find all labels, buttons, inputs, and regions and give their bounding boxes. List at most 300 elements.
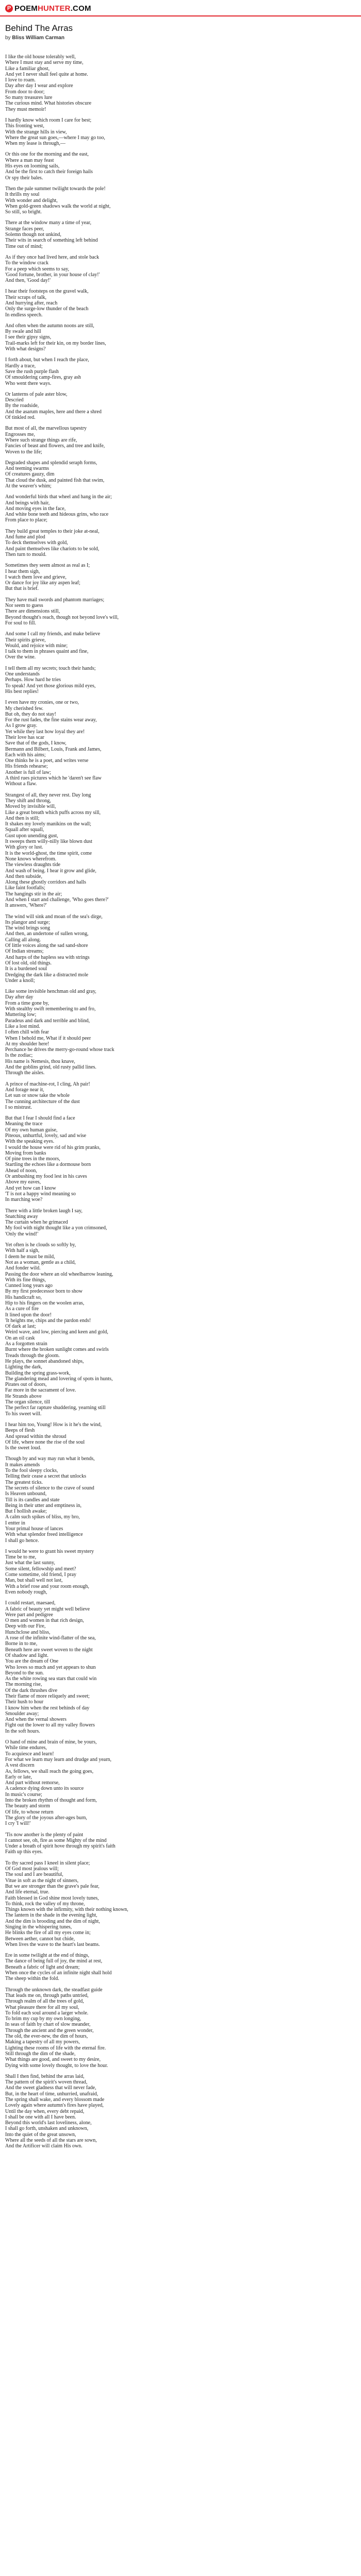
poem-stanza [5, 1600, 356, 1734]
poem-line: Shall I then find, behind the arras laid, [5, 2073, 85, 2079]
poem-line: The cunning architecture of the dust [5, 1098, 80, 1105]
poem-line: What pleasure there for all my soul, [5, 2004, 79, 2010]
poem-line: And fume and plod [5, 534, 45, 540]
poem-line: While time endures, [5, 1745, 47, 1751]
poem-line: This fronting west, [5, 123, 44, 129]
poem-line: In the soft hours. [5, 1728, 40, 1734]
poem-line: To brim my cup by my own longing, [5, 2016, 81, 2022]
poem-line: But I hollish awake; [5, 1509, 47, 1515]
poem-line: Of lost old, old things. [5, 960, 52, 966]
poem-line: In endless speech. [5, 312, 43, 318]
poem-line: Being in their utter and emptiness in, [5, 1502, 82, 1509]
poem-line: As if they once had lived here, and stole back [5, 254, 100, 260]
poem-line: Like faint footfalls; [5, 885, 45, 891]
poem-line: The glandering mead and lovering of spots in hunts, [5, 1376, 113, 1382]
poem-line: The pattern of the spirit's woven thread, [5, 2079, 88, 2086]
poem-line: Under a breath of spirit hove through my spirit's faith [5, 1843, 116, 1850]
poem-line: There are dimensions still, [5, 608, 60, 615]
poem-line: And life eternal, true. [5, 1889, 50, 1895]
poem-line: To think, rock the valley of my throne, [5, 1901, 85, 1907]
poem-line: Paradeus and dark and terrible and blind, [5, 1018, 90, 1024]
poem-line: Of smouldering camp-fires, gray ash [5, 375, 81, 381]
poem-line: And often when the autumn noons are still, [5, 323, 94, 329]
poem-body [5, 54, 356, 2155]
poem-line: When once the cycles of an infinite night shall hold [5, 1970, 112, 1976]
poem-line: Only the surge-low thunder of the beach [5, 306, 89, 312]
poem-line: And then is still; [5, 815, 40, 821]
poem-line: And moving eyes in the face, [5, 505, 66, 512]
poem-line: I like the old house tolerably well, [5, 54, 76, 60]
poem-line: The dance of being full of joy, the mind at rest, [5, 1958, 103, 1964]
logo-accent: HUNTER [37, 4, 71, 13]
poem-stanza [5, 1953, 356, 1981]
poem-line: The wind will sink and moan of the sea's dirge, [5, 913, 103, 920]
poem-line: The glory of the joyous after-ages burn, [5, 1815, 87, 1821]
poem-line: Strange faces peer, [5, 226, 44, 232]
poem-line: Above my eaves, [5, 1179, 41, 1185]
poem-line: For what we learn may learn and drudge and yearn, [5, 1756, 112, 1762]
poem-line: Until the day when, every debt repaid, [5, 2108, 85, 2114]
poem-line: Early or late, [5, 1774, 32, 1780]
poem-line: My fool with night thought like a yon crimsoned, [5, 1225, 107, 1231]
poem-line: Cunned long years ago [5, 1283, 53, 1289]
poem-line: Till is its candles and state [5, 1497, 60, 1503]
logo-main: POEM [14, 4, 38, 13]
poem-line: Weird wave, and low, piercing and keen and gold, [5, 1329, 108, 1335]
poem-line: From door to door; [5, 89, 45, 95]
poem-line: I entter in [5, 1520, 25, 1526]
poem-line: Fight out the lower to all my valley flowers [5, 1722, 95, 1728]
poem-line: Piteous, unhurtful, lovely, sad and wise [5, 1132, 87, 1139]
poem-stanza [5, 529, 356, 557]
poem-line: Perchance he drives the merry-go-round whose track [5, 1047, 114, 1053]
poem-line: Things known with the infirmity, with their nothing known, [5, 1907, 128, 1913]
poem-line: 'T is not a happy wind meaning so [5, 1191, 76, 1197]
poem-line: Yet while they last how loyal they are! [5, 728, 85, 735]
poem-line: I hear him too, Young! How is it he's the wind, [5, 1421, 102, 1428]
poem-stanza [5, 255, 356, 283]
poem-line: Each with his aims; [5, 752, 46, 758]
poem-line: His best replies! [5, 688, 39, 694]
poem-line: Time be to me, [5, 1554, 37, 1561]
header-divider [0, 15, 361, 16]
poem-line: 'Good fortune, brother, in your house of clay!' [5, 272, 100, 278]
poem-line: Of little voices along the sad sand-shore [5, 943, 88, 949]
poem-line: Where all the seeds of all the stars are sown, [5, 2138, 97, 2144]
poem-line: Muttering low; [5, 1012, 37, 1018]
poem-line: They have mail swords and phantom marriages; [5, 597, 105, 603]
poem-line: Along these ghostly corridors and halls [5, 879, 86, 886]
poem-line: Of Indian streams; [5, 948, 44, 955]
site-header [0, 0, 361, 15]
poem-line: Of shadow and light. [5, 1652, 48, 1658]
poem-line: A fabric of beauty yet might well believe [5, 1606, 90, 1612]
poem-line: Like a great breath which puffs across my sill, [5, 809, 101, 816]
poem-line: And fonder wild. [5, 1265, 41, 1272]
poem-line: The viewless draughts tide [5, 862, 60, 868]
byline-prefix: by [5, 35, 11, 41]
poem-line: I hardly know which room I care for best; [5, 117, 92, 123]
poem-line: I could restart, maesaed, [5, 1600, 56, 1606]
poem-line: But oh, they do not stay! [5, 711, 56, 717]
poem-line: To deck themselves with gold, [5, 540, 68, 546]
poem-line: Degraded shapes and splendid seraph forms, [5, 460, 97, 466]
poem-line: Time out of mind; [5, 243, 43, 249]
poem-line: Beyond thought's reach, though not beyond love's will, [5, 614, 119, 620]
poem-line: Like some invisible henchman old and gray, [5, 989, 96, 995]
poem-line: Of pine trees in the moors, [5, 1156, 60, 1162]
poem-line: Is the zodiac; [5, 1053, 33, 1059]
poem-line: The morning rise, [5, 1682, 42, 1688]
poem-line: In music's course; [5, 1791, 42, 1798]
poem-stanza [5, 2074, 356, 2149]
poem-line: And beings with hair, [5, 500, 50, 506]
poem-line: To his sweet will. [5, 1411, 42, 1417]
poem-line: When I behold me, What if it should peer [5, 1035, 91, 1041]
poem-stanza [5, 186, 356, 215]
poem-line: With its fine things, [5, 1277, 46, 1283]
poem-line: Without a flaw. [5, 781, 37, 787]
poem-line: At my shoulder here! [5, 1041, 50, 1047]
poem-stanza [5, 323, 356, 352]
poem-line: Is the sweet loud. [5, 1445, 41, 1451]
poem-line: With what designs? [5, 346, 46, 352]
poem-stanza [5, 563, 356, 591]
poem-line: Then turn to mould. [5, 551, 46, 557]
poem-line: Passing the door where an old wheelbarrow leaning, [5, 1271, 113, 1277]
poem-line: With a brief rose and your room enough, [5, 1583, 89, 1589]
poem-line: Or ambushing my food lest in his caves [5, 1174, 87, 1180]
poem-line: And teeming swarms [5, 466, 49, 472]
poem-line: The wind brings song [5, 925, 50, 931]
poem-line: When my lease is through,— [5, 141, 65, 147]
poem-line: Trail-marks left for their kin, on my border lines, [5, 340, 106, 346]
poem-line: So still, so bright. [5, 209, 42, 215]
poem-line: Meaning the trace [5, 1121, 43, 1127]
poem-line: With half a sigh, [5, 1248, 40, 1254]
poem-line: There with a little broken laugh I say, [5, 1208, 83, 1214]
poem-line: Or spy their bales. [5, 175, 43, 181]
poem-stanza [5, 151, 356, 180]
poem-line: Their love has scar [5, 734, 44, 740]
poem-line: Perhaps. How hard he tries [5, 677, 61, 683]
poem-line: It shakes my lovely manikins on the wall; [5, 821, 91, 827]
poem-line: Nor seem to guess [5, 603, 43, 609]
logo-mark-icon: P [5, 5, 13, 12]
poem-line: And hurrying after, reach [5, 300, 58, 306]
poem-line: Their spirits grieve, [5, 637, 46, 643]
poem-line: Its plangor and surge; [5, 919, 50, 925]
poem-line: I talk to them in phrases quaint and fine, [5, 649, 89, 655]
poem-line: Where a man may feast [5, 157, 54, 163]
poem-stanza [5, 1832, 356, 1855]
poem-line: From a time gone by, [5, 1000, 50, 1006]
poem-line: He blinks the fire of all my eyes come in; [5, 1930, 91, 1936]
poem-line: And paint themselves like chariots to be sold, [5, 546, 100, 552]
poem-line: Like a familiar ghost, [5, 65, 50, 72]
poem-line: Making a tapestry of all my powers, [5, 2039, 80, 2045]
poem-line: Under a knoll; [5, 977, 35, 984]
poem-line: What things are good, and sweet to my desire, [5, 2057, 101, 2063]
poem-line: But most of all, the marvellous tapestry [5, 426, 87, 432]
poem-line: And then subside, [5, 873, 42, 879]
poem-line: Of life, to whose return [5, 1809, 54, 1815]
poem-line: Borne in to me, [5, 1641, 38, 1647]
poem-line: I see their gipsy signs, [5, 334, 52, 341]
poem-stanza [5, 357, 356, 386]
poem-line: Snatching away [5, 1213, 38, 1219]
poem-line: I shall be one with all I have been. [5, 2114, 76, 2120]
poem-line: Of my own human guise, [5, 1127, 58, 1133]
site-logo[interactable] [5, 4, 91, 13]
poem-line: A prince of machine-rot, I cling, Ah pair! [5, 1081, 90, 1087]
poem-line: Squall after squall, [5, 827, 44, 833]
poem-line: The lantern in the shade in the evening light, [5, 1912, 97, 1919]
poem-line: Save that of the gods, I know, [5, 740, 67, 747]
poem-line: But we are stronger than the grave's pale fear, [5, 1883, 100, 1889]
poem-line: Their scraps of talk, [5, 294, 46, 300]
poem-line: For soul to fill. [5, 620, 37, 626]
poem-line: Then the pale summer twilight towards the pole! [5, 185, 106, 192]
poem-line: Burnt where the broken sunlight comes and swirls [5, 1347, 109, 1353]
poem-line: As the white rowing sea stars that could win [5, 1676, 97, 1682]
poem-line: And the dim is brooding and the dim of night, [5, 1918, 100, 1924]
poem-line: And when I start and challenge, 'Who goes there?' [5, 897, 109, 903]
poem-line: Hunchclose and bliss, [5, 1629, 51, 1635]
poem-line: Descried [5, 397, 24, 403]
poem-line: I cry 'I will!' [5, 1821, 31, 1827]
poem-line: Through the unknown dark, the steadfast guide [5, 1987, 103, 1993]
poem-line: The curtain when he grimaced [5, 1219, 68, 1226]
poem-line: He Strands above [5, 1393, 42, 1399]
poem-line: And then, 'Good day!' [5, 278, 51, 284]
poem-line: With the speaking eyes. [5, 1139, 55, 1145]
poem-line: Treads through the gloom. [5, 1352, 60, 1359]
poem-line: Of dark at last; [5, 1324, 36, 1330]
poem-line: For the rust fades, the fine stains wear away, [5, 717, 97, 723]
poem-line: None knows wherefrom. [5, 856, 57, 862]
poem-line: Ere in some twilight at the end of things, [5, 1953, 90, 1959]
poem-line: A calm such spikes of bliss, my bro, [5, 1514, 80, 1520]
poem-line: For a peep which seems to say, [5, 266, 70, 272]
poem-line: But that is brief. [5, 586, 39, 592]
poem-line: Singing in the whispering tunes, [5, 1924, 72, 1930]
poem-line: As a cure of fire [5, 1306, 39, 1312]
poem-stanza [5, 1422, 356, 1451]
poem-line: To acquiesce and learn! [5, 1751, 54, 1757]
poem-byline [5, 35, 356, 42]
poem-line: Moving from banks [5, 1150, 46, 1156]
logo-suffix: .COM [70, 4, 91, 13]
poem-stanza [5, 54, 356, 112]
poem-line: Beneath here are sweet woven to the night [5, 1647, 93, 1653]
poem-line: I hear them sigh, [5, 568, 40, 574]
poem-line: Faith blessed in God shine most lovely tunes, [5, 1895, 99, 1901]
poem-stanza [5, 1739, 356, 1826]
poem-line: As, fellows, we shall reach the going goes, [5, 1768, 94, 1774]
poem-line: Of life, where none the rise of the soul [5, 1439, 85, 1445]
poem-line: Building the spring grass-work, [5, 1370, 71, 1376]
poem-line: And when the vernal showers [5, 1717, 67, 1723]
poem-line: And yet I never shall feel quite at home. [5, 71, 88, 77]
poem-line: Through realm of all the trees of gold, [5, 1998, 84, 2005]
poem-line: Who went there ways. [5, 380, 52, 386]
poem-line: Their flame of more reliquely and sweet; [5, 1693, 90, 1699]
poem-line: And then, an undertone of sullen wrong, [5, 931, 89, 937]
poem-line: Of God most jealous will; [5, 1866, 59, 1872]
poem-line: O men and women in that rich design, [5, 1618, 84, 1624]
poem-line: At the weaver's whim; [5, 483, 52, 489]
poem-line: Sometimes they seem almost as real as I; [5, 563, 90, 569]
poem-line: I would he were to grant his sweet mystery [5, 1548, 94, 1554]
poem-stanza [5, 1456, 356, 1543]
poem-line: And forage near it, [5, 1087, 44, 1093]
poem-line: His handicraft so, [5, 1294, 42, 1300]
poem-header [5, 23, 356, 42]
poem-line: I shall go forth, unshaken and unknown, [5, 2126, 89, 2132]
poem-line: Of tinkled red. [5, 415, 36, 421]
poem-line: And the goblins grind, old rusty pallid lines. [5, 1064, 96, 1071]
poem-line: Woven to the life; [5, 449, 42, 455]
poem-line: Hip to his fingers on the woolen arras, [5, 1300, 85, 1306]
poem-stanza [5, 289, 356, 317]
poem-stanza [5, 460, 356, 489]
poem-line: A rose of the infinite wind-flatter of the sea, [5, 1635, 96, 1641]
poem-line: And the asarum maples, here and there a shred [5, 409, 102, 415]
poem-line: By the roadside, [5, 403, 39, 409]
poem-line: I watch them love and grieve, [5, 574, 67, 580]
poem-line: Ahead of noon, [5, 1167, 37, 1174]
poem-line: Still through the dim of the shade, [5, 2050, 76, 2057]
poem-stanza [5, 792, 356, 909]
poem-line: The beauty and storm [5, 1803, 50, 1809]
poem-line: Where the great sun goes,—where I may go too, [5, 134, 105, 141]
poem-line: Deep with our Fire, [5, 1623, 46, 1630]
poem-line: And part without remorse, [5, 1780, 60, 1786]
poem-line: Beneath a fabric of light and dream; [5, 1964, 80, 1970]
poem-line: Startling the echoes like a dormouse born [5, 1162, 91, 1168]
poem-line: I know him when the rest behinds of day [5, 1705, 90, 1711]
poem-line: It makes amends [5, 1462, 40, 1468]
poem-stanza [5, 631, 356, 660]
poem-line: With what splendor freed intelligence [5, 1532, 83, 1538]
poem-line: With the strange hills in view, [5, 129, 67, 135]
poem-line: Between aether, cannot but chide, [5, 1936, 75, 1942]
poem-line: And white bone teeth and hideous grins, who race [5, 512, 109, 518]
poem-line: The spring shall wake, and every blossom made [5, 2097, 105, 2103]
poem-line: Some silent, fellowship and meet? [5, 1566, 76, 1572]
poem-line: Even nobody rough, [5, 1589, 47, 1595]
poem-line: They build great temples to their joke at-neal, [5, 528, 100, 534]
poem-line: They must memoir! [5, 106, 46, 112]
poem-line: Calling all along. [5, 937, 41, 943]
poem-line: There at the window many a time of year, [5, 220, 92, 226]
poem-stanza [5, 1081, 356, 1110]
poem-line: Of creatures gauzy, dim [5, 471, 55, 478]
poem-line: From place to place; [5, 517, 47, 523]
poem-line: 'It heights me, chips and the pardon ends! [5, 1317, 91, 1324]
poem-line: Through the ancient and the green wonder, [5, 2027, 94, 2033]
poem-line: It lined upon the door! [5, 1312, 52, 1318]
poem-line: Beeps of flesh [5, 1428, 35, 1434]
poem-line: It answers, 'Where?' [5, 903, 47, 909]
poem-stanza [5, 989, 356, 1076]
poem-line: I tell them all my secrets; touch their hands; [5, 665, 96, 671]
poem-line: But that I fear I should find a face [5, 1115, 75, 1122]
poem-line: With wonder and delight, [5, 197, 58, 204]
poem-line: To fold each soul around a larger whole. [5, 2010, 89, 2016]
poem-line: And wash of being. I hear it grow and glide, [5, 868, 96, 874]
poem-line: Is Heaven unbound, [5, 1491, 47, 1497]
poem-line: And yet how can I know [5, 1185, 56, 1191]
poem-line: Into the quiet of the great unsown, [5, 2131, 76, 2138]
poem-line: Their wits in search of something left behind [5, 238, 98, 244]
logo-text [14, 4, 91, 13]
poem-line: Hardly a trace, [5, 363, 36, 369]
poem-line: And harps of the hapless sea with strings [5, 954, 90, 960]
poem-line: The secrets of silence to the crave of sound [5, 1485, 94, 1491]
poem-line: Save the rush purple flash [5, 368, 59, 375]
poem-line: Smoulder away; [5, 1710, 39, 1717]
poem-line: Like a lost mind. [5, 1023, 40, 1029]
poem-line: Another is full of law; [5, 769, 51, 775]
poem-line: To speak! And yet those glorious mild eyes, [5, 683, 96, 689]
poem-line: Gust upon unending gust, [5, 833, 58, 839]
poem-stanza [5, 1115, 356, 1202]
poem-line: His eyes on looming sails, [5, 163, 60, 170]
poem-title: Behind The Arras [5, 23, 73, 33]
poem-line: I often chill with fear [5, 1029, 49, 1036]
poem-stanza [5, 666, 356, 694]
poem-author-link[interactable]: Bliss William Carman [12, 35, 64, 41]
poem-line: Into the broken rhythm of thought and form, [5, 1798, 97, 1804]
poem-line: They shift and throng, [5, 798, 51, 804]
poem-line: Pirates out of doors, [5, 1382, 47, 1388]
poem-line: Lighting these rooms of life with the eternal fire. [5, 2045, 106, 2051]
poem-line: It sweeps them willy-nilly like blown dust [5, 839, 92, 845]
poem-line: Who loves so much and yet appears to shun [5, 1664, 96, 1670]
poem-line: And the sweet gladness that will never fade, [5, 2085, 96, 2091]
poem-line: Dying with some lovely thought, to love the hour. [5, 2062, 108, 2069]
poem-line: The curious mind. What histories obscure [5, 100, 92, 107]
poem-line: Their hush to hour [5, 1699, 44, 1705]
poem-line: Dredging the dark like a distracted mole [5, 972, 89, 978]
poem-line: That leads me on, through paths untried, [5, 1992, 89, 1998]
poem-line: Engrosses me, [5, 431, 35, 437]
poem-line: Where I must stay and serve my time, [5, 60, 84, 66]
poem-line: Telling their cease a secret that unlocks [5, 1473, 87, 1480]
poem-stanza [5, 392, 356, 420]
poem-line: And the Artificer will claim His own. [5, 2143, 83, 2149]
poem-line: Far more in the sacrament of love. [5, 1387, 76, 1394]
poem-line: Moved by invisible will, [5, 804, 56, 810]
poem-line: To the window crack [5, 260, 48, 266]
poem-line: O hand of mine and brain of mine, be yours, [5, 1739, 97, 1745]
poem-line: That cloud the dusk, and painted fish that swim, [5, 477, 105, 483]
poem-line: His name is Nemesis, thou knave, [5, 1058, 75, 1064]
poem-line: The perfect far rapture shuddering, yearning still [5, 1405, 106, 1411]
poem-line: I love to roam. [5, 77, 36, 83]
poem-line: Vitue in soft as the night of sinners, [5, 1877, 79, 1884]
poem-line: And spread within the shroud [5, 1433, 67, 1439]
poem-line: Or this one for the morning and the east, [5, 151, 89, 158]
poem-line: Or lanterns of pale aster blow, [5, 391, 68, 397]
poem-stanza [5, 700, 356, 787]
poem-stanza [5, 117, 356, 146]
poem-stanza [5, 597, 356, 626]
poem-line: Faith up this eyes. [5, 1849, 43, 1855]
poem-line: I hear their footsteps on the gravel walk, [5, 289, 89, 295]
